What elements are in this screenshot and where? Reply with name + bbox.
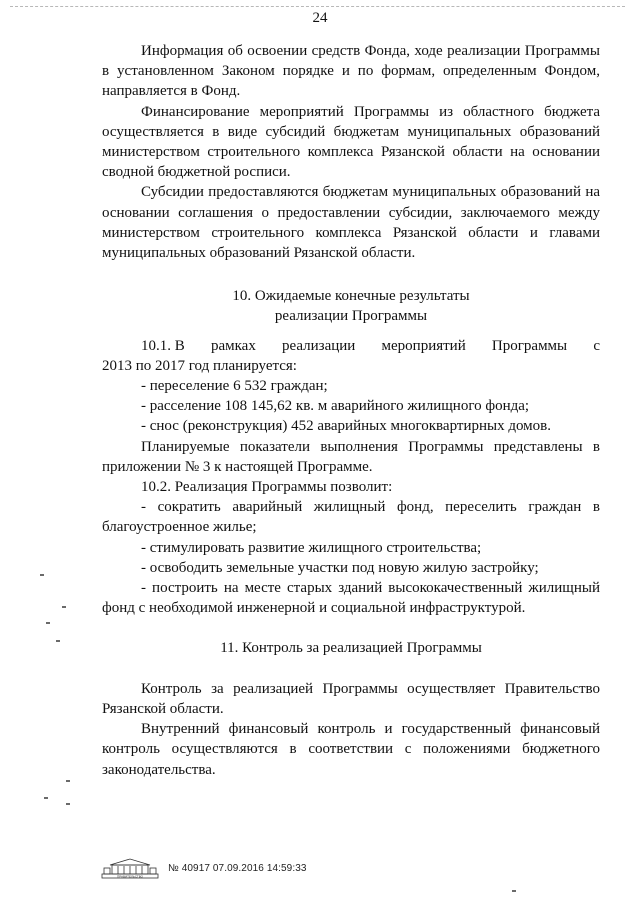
section-10-heading-line1: 10. Ожидаемые конечные результаты	[232, 288, 470, 305]
item-10-1-word: мероприятий	[381, 337, 466, 354]
list-item-free-land: - освободить земельные участки под новую жилую застройку;	[141, 559, 539, 576]
paragraph-control: Контроль за реализацией Программы осуществляет Правительство Рязанской области.	[102, 680, 600, 717]
item-10-1-word: с	[593, 337, 600, 354]
registration-stamp: № 40917 07.09.2016 14:59:33	[168, 862, 307, 874]
list-item-build: - построить на месте старых зданий высококачественный жилищный фонд с необходимой инженерной и социальной инфраструктурой.	[102, 580, 600, 617]
page-number: 24	[312, 10, 328, 26]
item-10-1-continuation: 2013 по 2017 год планируется:	[102, 357, 297, 374]
section-11-heading: 11. Контроль за реализацией Программы	[220, 640, 482, 657]
scan-top-border	[10, 6, 625, 7]
list-item-stimulate: - стимулировать развитие жилищного строительства;	[141, 539, 482, 556]
paragraph-fund-info: Информация об освоении средств Фонда, ходе реализации Программы в установленном Законом порядке и по формам, определенным Фондом, направляется в Фонд.	[102, 43, 600, 100]
item-10-1-word: Программы	[491, 337, 568, 354]
document-body	[102, 41, 600, 780]
paragraph-indicators: Планируемые показатели выполнения Программы представлены в приложении № 3 к настоящей Программе.	[102, 438, 600, 475]
item-10-1-word: реализации	[282, 337, 356, 354]
paragraph-financial-control: Внутренний финансовый контроль и государственный финансовый контроль осуществляются в соответствии с положениями бюджетного законодательства.	[102, 721, 600, 778]
scan-artifact-mark	[40, 574, 44, 576]
scan-artifact-mark	[44, 797, 48, 799]
list-item-reduce-fund: - сократить аварийный жилищный фонд, переселить граждан в благоустроенное жилье;	[102, 499, 600, 536]
section-10-heading-line2: реализации Программы	[274, 308, 428, 325]
scan-artifact-mark	[66, 803, 70, 805]
scan-artifact-mark	[66, 780, 70, 782]
scan-artifact-mark	[512, 890, 516, 892]
list-item-resettlement: - переселение 6 532 граждан;	[141, 378, 328, 395]
paragraph-subsidies: Субсидии предоставляются бюджетам муниципальных образований на основании соглашения о предоставлении субсидии, заключаемого между министерством строительного комплекса Рязанской области и главами муниципальных образований Рязанской области.	[102, 184, 600, 262]
government-building-icon	[100, 857, 160, 879]
registration-footer	[100, 856, 307, 880]
item-10-1-word: рамках	[210, 337, 256, 354]
item-10-1-word: 10.1. В	[141, 337, 185, 354]
list-item-demolition: - снос (реконструкция) 452 аварийных многоквартирных домов.	[141, 418, 552, 435]
item-10-1-first-line	[102, 336, 600, 356]
scan-artifact-mark	[56, 640, 60, 642]
item-10-2: 10.2. Реализация Программы позволит:	[141, 479, 393, 496]
seal-label: ПРАВИТЕЛЬСТВО	[117, 874, 143, 879]
paragraph-financing: Финансирование мероприятий Программы из областного бюджета осуществляется в виде субсидий бюджетам муниципальных образований министерством строительного комплекса Рязанской области на основании сводной бюджетной росписи.	[102, 103, 600, 181]
scan-artifact-mark	[46, 622, 50, 624]
scan-artifact-mark	[62, 606, 66, 608]
list-item-housing-area: - расселение 108 145,62 кв. м аварийного жилищного фонда;	[141, 398, 530, 415]
